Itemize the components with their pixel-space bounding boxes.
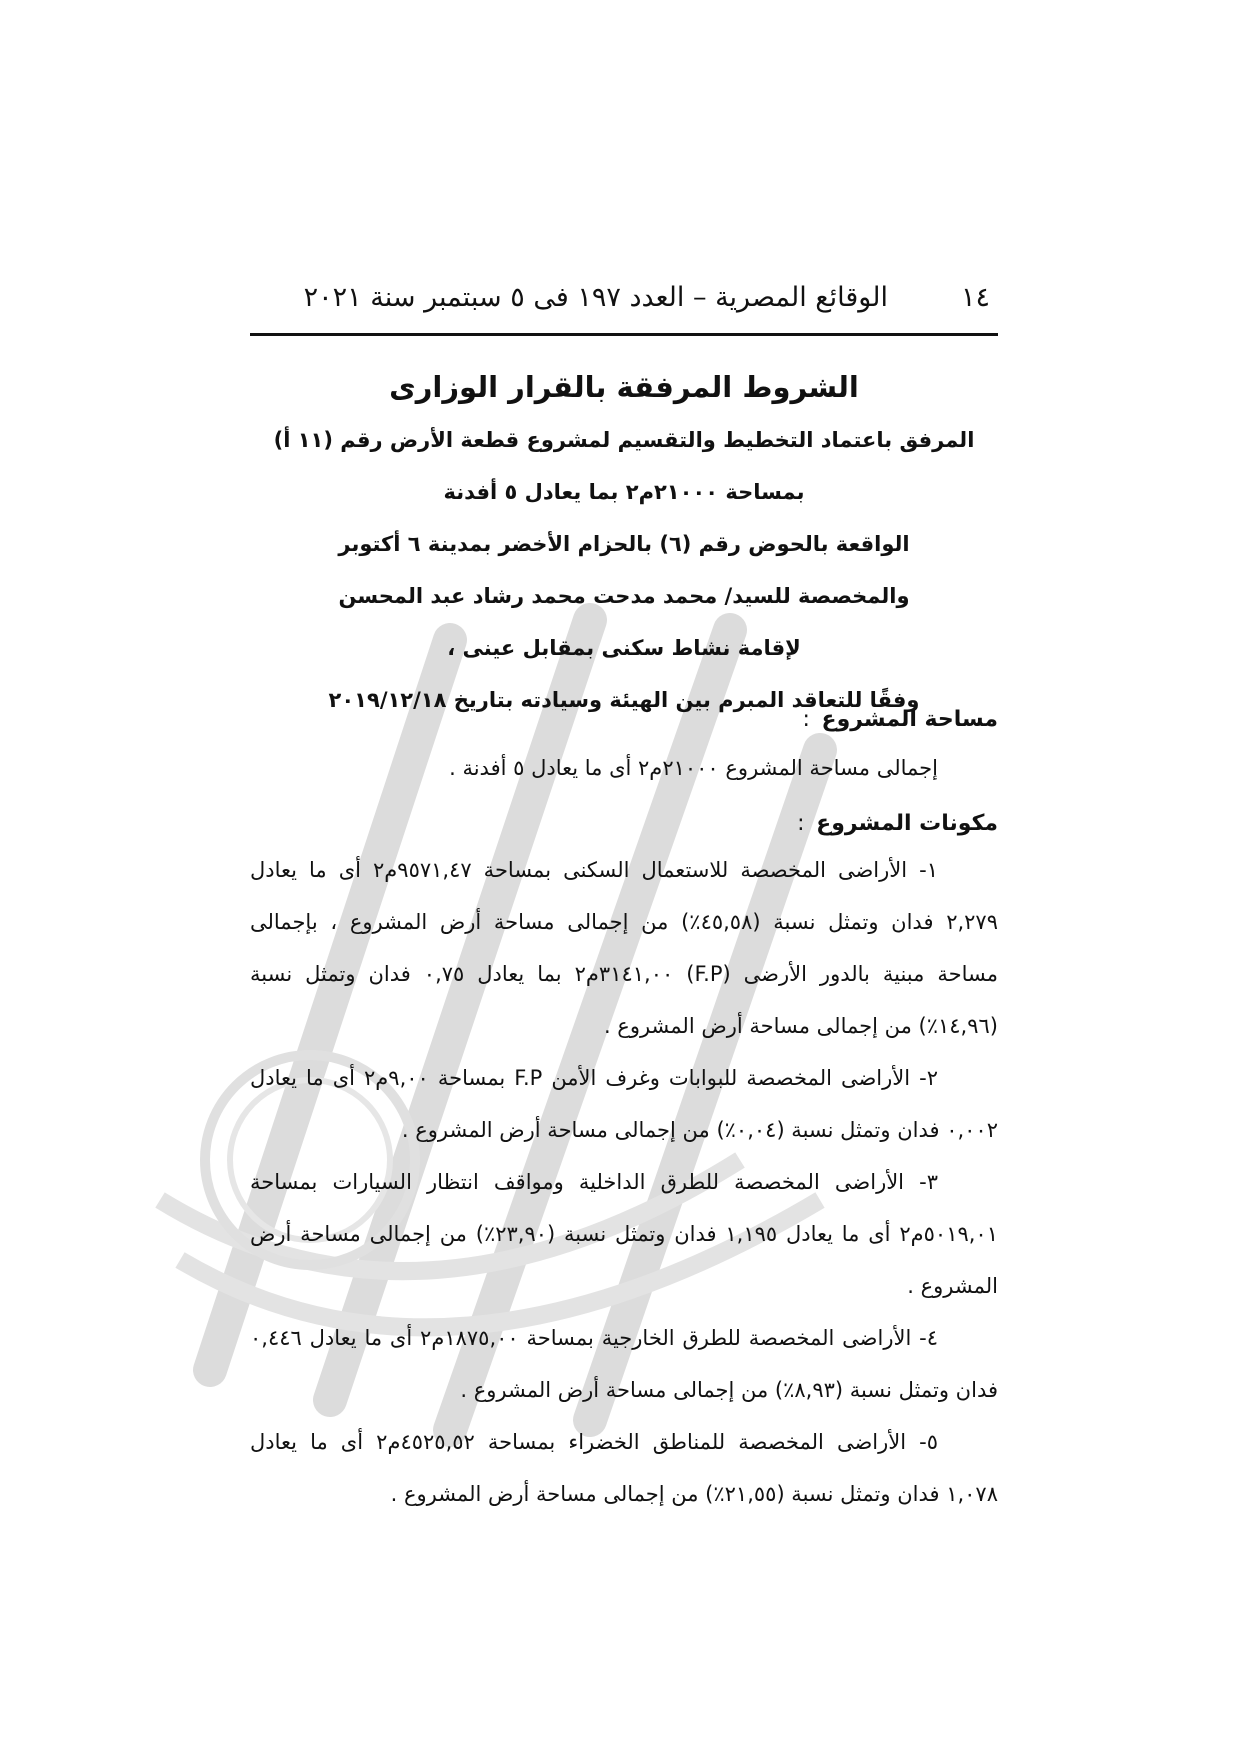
title-line: بمساحة ٢١٠٠٠م٢ بما يعادل ٥ أفدنة — [443, 480, 805, 504]
title-line: وفقًا للتعاقد المبرم بين الهيئة وسيادته بتاريخ ٢٠١٩/١٢/١٨ — [328, 688, 920, 712]
project-area-heading — [250, 700, 998, 740]
component-item-1: ١- الأراضى المخصصة للاستعمال السكنى بمساحة ٩٥٧١,٤٧م٢ أى ما يعادل ٢,٢٧٩ فدان وتمثل نسبة (٤٥,٥٨٪) من إجمالى مساحة أرض المشروع ، بإجمالى مساحة مبنية بالدور الأرضى (F.P) ٣١٤١,٠٠م٢ بما يعادل ٠,٧٥ فدان وتمثل نسبة (١٤,٩٦٪) من إجمالى مساحة أرض المشروع . — [250, 858, 998, 1038]
heading-text: مساحة المشروع — [821, 707, 998, 732]
component-item-3: ٣- الأراضى المخصصة للطرق الداخلية ومواقف انتظار السيارات بمساحة ٥٠١٩,٠١م٢ أى ما يعادل ١,١٩٥ فدان وتمثل نسبة (٢٣,٩٠٪) من إجمالى مساحة أرض المشروع . — [250, 1170, 998, 1298]
title-line: المرفق باعتماد التخطيط والتقسيم لمشروع قطعة الأرض رقم (١١ أ) — [273, 428, 975, 452]
page-number: ١٤ — [960, 282, 990, 313]
title-line: والمخصصة للسيد/ محمد مدحت محمد رشاد عبد المحسن — [338, 584, 910, 608]
heading-colon: : — [802, 707, 810, 732]
title-line: لإقامة نشاط سكنى بمقابل عينى ، — [447, 636, 801, 660]
components-heading — [250, 804, 998, 844]
heading-colon: : — [797, 811, 805, 836]
component-item-5: ٥- الأراضى المخصصة للمناطق الخضراء بمساحة ٤٥٢٥,٥٢م٢ أى ما يعادل ١,٠٧٨ فدان وتمثل نسبة (٢١,٥٥٪) من إجمالى مساحة أرض المشروع . — [250, 1430, 998, 1506]
header-divider — [250, 333, 998, 336]
gazette-issue: الوقائع المصرية – العدد ١٩٧ فى ٥ سبتمبر سنة ٢٠٢١ — [303, 282, 888, 313]
document-body — [250, 700, 998, 1520]
project-area-text: إجمالى مساحة المشروع ٢١٠٠٠م٢ أى ما يعادل ٥ أفدنة . — [449, 756, 938, 780]
title-block — [250, 365, 998, 731]
component-item-4: ٤- الأراضى المخصصة للطرق الخارجية بمساحة ١٨٧٥,٠٠م٢ أى ما يعادل ٠,٤٤٦ فدان وتمثل نسبة (٨,٩٣٪) من إجمالى مساحة أرض المشروع . — [250, 1326, 998, 1402]
title-line: الواقعة بالحوض رقم (٦) بالحزام الأخضر بمدينة ٦ أكتوبر — [338, 532, 910, 556]
heading-text: مكونات المشروع — [816, 811, 998, 836]
page-header — [250, 282, 1000, 322]
document-title: الشروط المرفقة بالقرار الوزارى — [389, 370, 859, 404]
component-item-2: ٢- الأراضى المخصصة للبوابات وغرف الأمن F.P بمساحة ٩,٠٠م٢ أى ما يعادل ٠,٠٠٢ فدان وتمثل نسبة (٠,٠٤٪) من إجمالى مساحة أرض المشروع . — [250, 1066, 998, 1142]
